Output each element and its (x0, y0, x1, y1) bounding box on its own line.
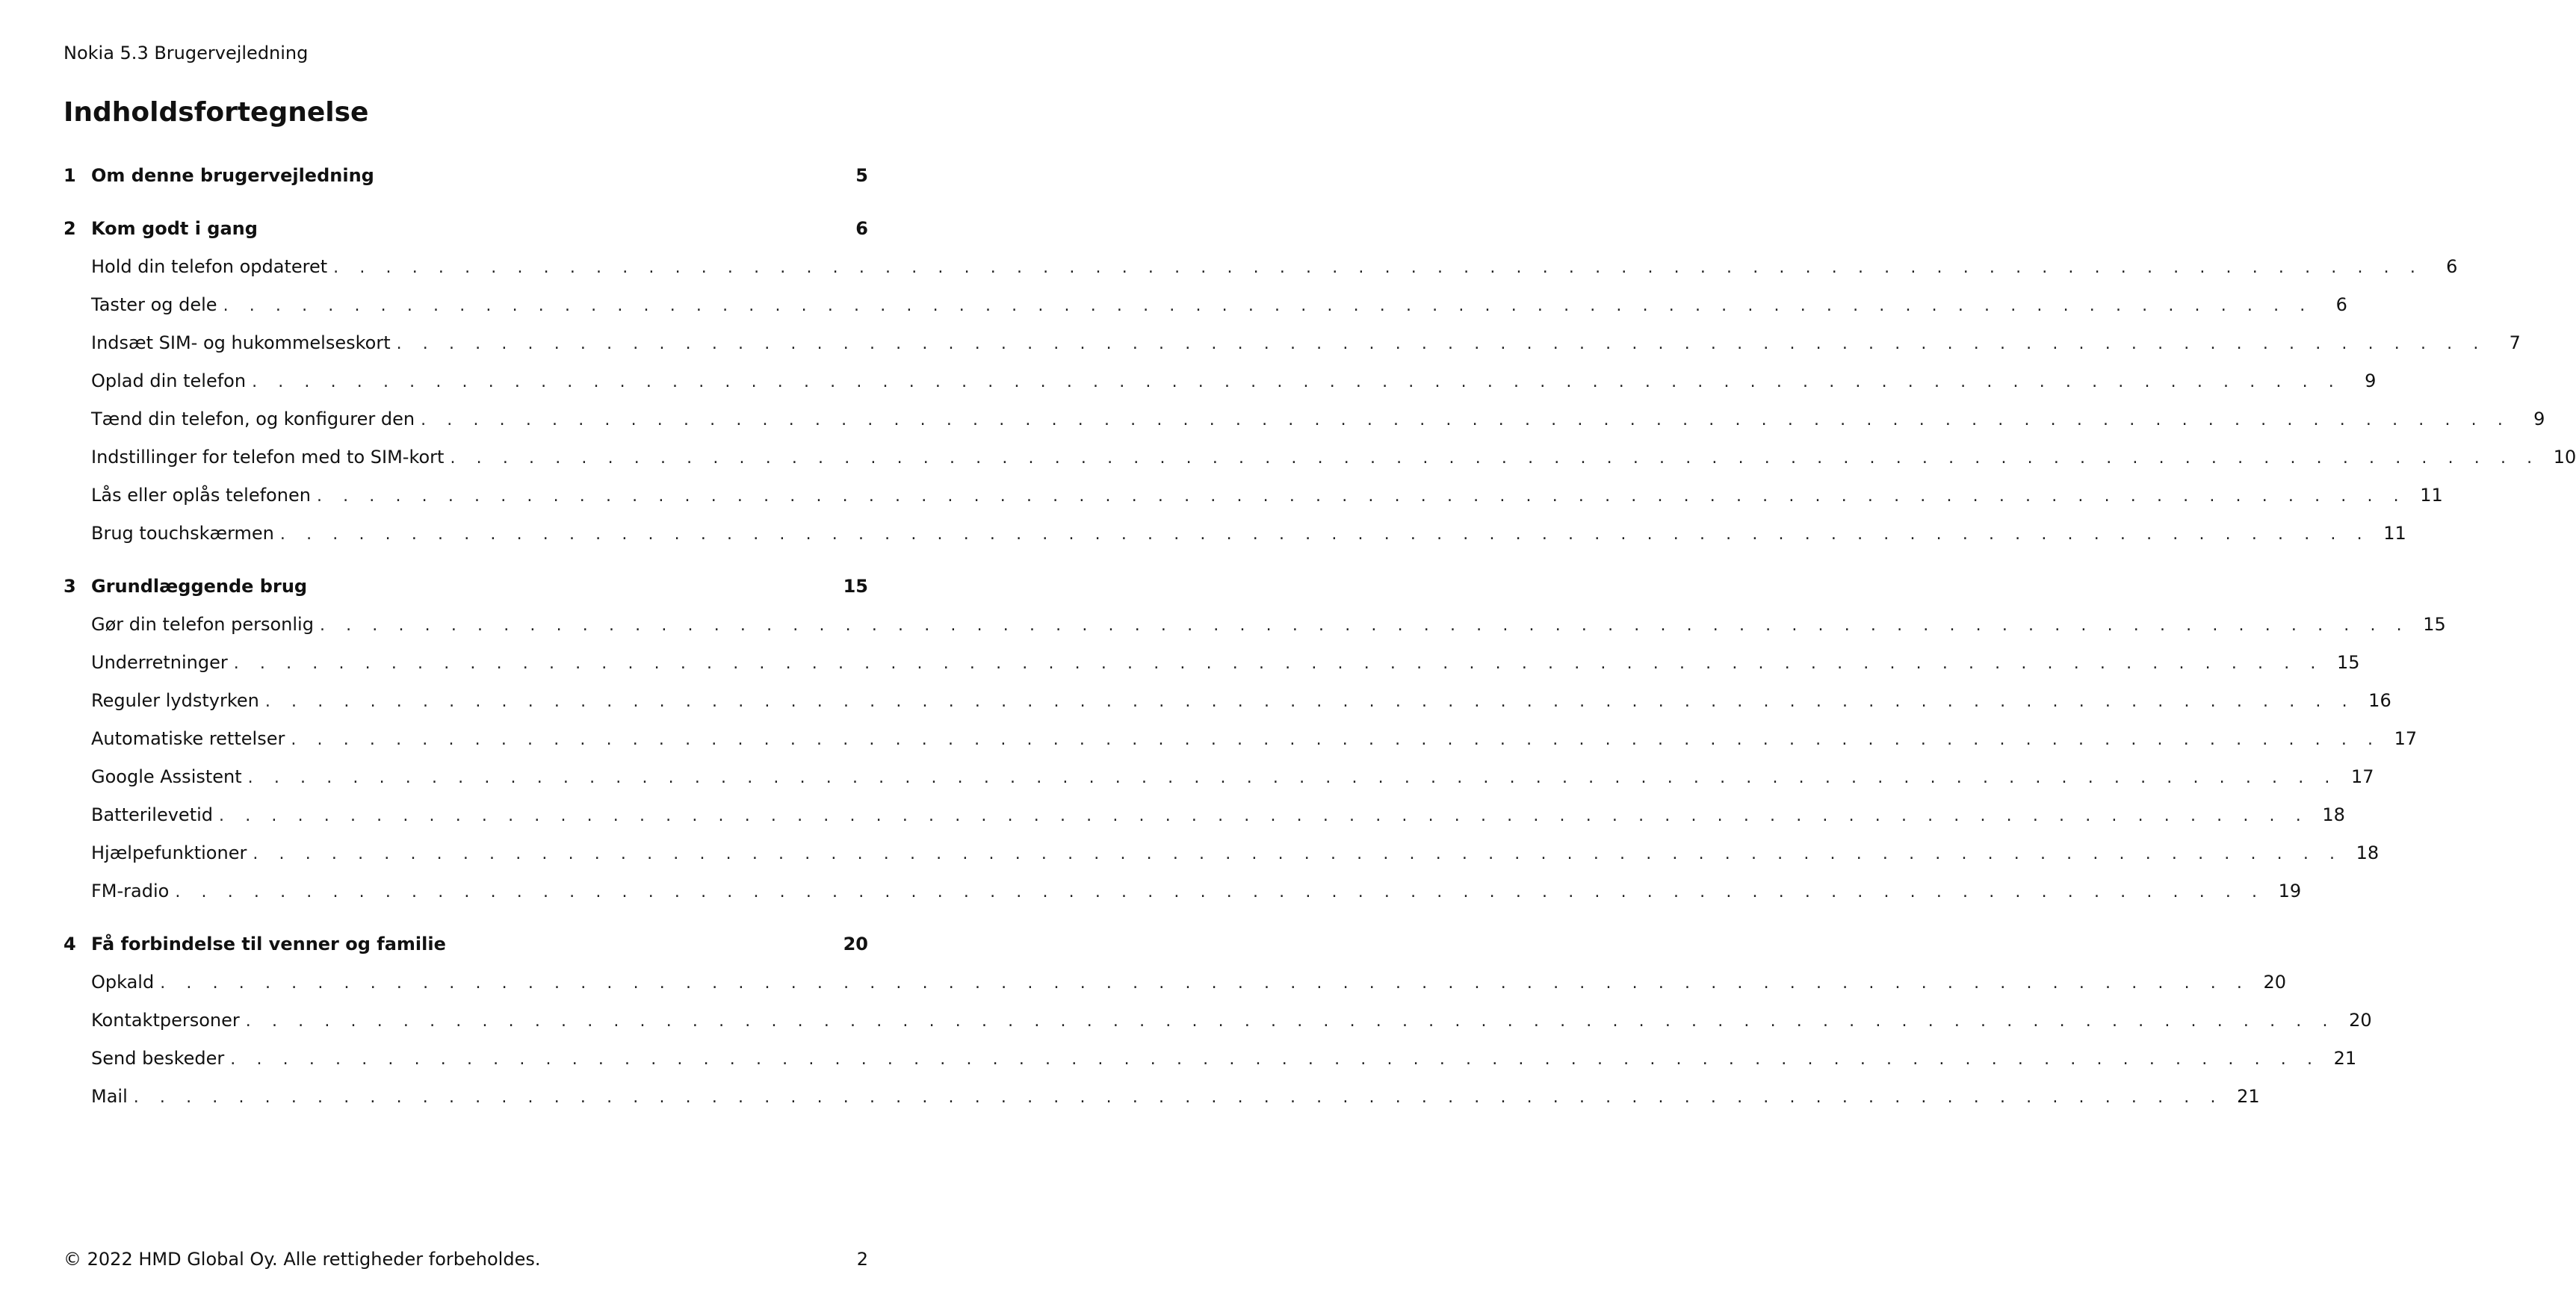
dot-leader: . . . . . . . . . . . . . . . . . . . . . . . . . . . . . . . . . . . . . . . . . . . . . . . . . . . . . . . . . . . . . . . . . . . . . . . . . . . . . . . . (175, 883, 2265, 901)
toc-entry[interactable] (64, 515, 2406, 553)
entry-page-number: 9 (2533, 409, 2545, 429)
entry-title: Indsæt SIM- og hukommelseskort (91, 332, 391, 353)
dot-leader: . . . . . . . . . . . . . . . . . . . . . . . . . . . . . . . . . . . . . . . . . . . . . . . . . . . . . . . . . . . . . . . . . . . . . . . . . . . . . . . . (333, 258, 2424, 277)
entry-title: Tænd din telefon, og konfigurer den (91, 409, 415, 429)
entry-page-number: 17 (2394, 728, 2418, 749)
entry-title: Batterilevetid (91, 804, 214, 825)
toc-entry[interactable] (64, 1002, 2372, 1040)
toc-entry[interactable] (64, 400, 2545, 438)
dot-leader: . . . . . . . . . . . . . . . . . . . . . . . . . . . . . . . . . . . . . . . . . . . . . . . . . . . . . . . . . . . . . . . . . . . . . . . . . . . . . . . . (291, 730, 2381, 749)
entry-title: Send beskeder (91, 1048, 225, 1069)
dot-leader: . . . . . . . . . . . . . . . . . . . . . . . . . . . . . . . . . . . . . . . . . . . . . . . . . . . . . . . . . . . . . . . . . . . . . . . . . . . . . . . . (160, 974, 2250, 993)
entry-title: FM-radio (91, 881, 170, 901)
dot-leader: . . . . . . . . . . . . . . . . . . . . . . . . . . . . . . . . . . . . . . . . . . . . . . . . . . . . . . . . . . . . . . . . . . . . . . . . . . . . . . . . (253, 845, 2343, 863)
dot-leader: . . . . . . . . . . . . . . . . . . . . . . . . . . . . . . . . . . . . . . . . . . . . . . . . . . . . . . . . . . . . . . . . . . . . . . . . . . . . . . . . (233, 654, 2324, 673)
chapter-title: Om denne brugervejledning (91, 165, 374, 186)
entry-page-number: 9 (2365, 370, 2377, 391)
toc-chapter-heading[interactable] (64, 157, 868, 195)
dot-leader: . . . . . . . . . . . . . . . . . . . . . . . . . . . . . . . . . . . . . . . . . . . . . . . . . . . . . . . . . . . . . . . . . . . . . . . . . . . . . . . . (245, 1012, 2336, 1031)
dot-leader: . . . . . . . . . . . . . . . . . . . . . . . . . . . . . . . . . . . . . . . . . . . . . . . . . . . . . . . . . . . . . . . . . . . . . . . . . . . . . . . . (230, 1050, 2320, 1069)
entry-page-number: 18 (2322, 804, 2345, 825)
entry-title: Brug touchskærmen (91, 523, 274, 544)
entry-title: Opkald (91, 972, 155, 993)
dot-leader: . . . . . . . . . . . . . . . . . . . . . . . . . . . . . . . . . . . . . . . . . . . . . . . . . . . . . . . . . . . . . . . . . . . . . . . . . . . . . . . . (219, 807, 2309, 825)
dot-leader: . . . . . . . . . . . . . . . . . . . . . . . . . . . . . . . . . . . . . . . . . . . . . . . . . . . . . . . . . . . . . . . . . . . . . . . . . . . . . . . . (247, 769, 2338, 787)
page-footer (64, 1249, 868, 1270)
entry-page-number: 6 (2335, 294, 2347, 315)
entry-title: Taster og dele (91, 294, 217, 315)
entry-page-number: 21 (2237, 1086, 2260, 1107)
dot-leader: . . . . . . . . . . . . . . . . . . . . . . . . . . . . . . . . . . . . . . . . . . . . . . . . . . . . . . . . . . . . . . . . . . . . . . . . . . . . . . . . (133, 1088, 2224, 1107)
toc-entry[interactable] (64, 796, 2345, 834)
entry-page-number: 17 (2350, 766, 2374, 787)
dot-leader: . . . . . . . . . . . . . . . . . . . . . . . . . . . . . . . . . . . . . . . . . . . . . . . . . . . . . . . . . . . . . . . . . . . . . . . . . . . . . . . . (279, 525, 2371, 544)
toc-entry[interactable] (64, 476, 2443, 515)
entry-title: Lås eller oplås telefonen (91, 485, 311, 506)
page-title: Indholdsfortegnelse (64, 97, 369, 128)
toc-entry[interactable] (64, 644, 2360, 682)
entry-title: Automatiske rettelser (91, 728, 285, 749)
chapter-page-number: 15 (843, 576, 868, 597)
dot-leader: . . . . . . . . . . . . . . . . . . . . . . . . . . . . . . . . . . . . . . . . . . . . . . . . . . . . . . . . . . . . . . . . . . . . . . . . . . . . . . . . (223, 297, 2313, 315)
entry-page-number: 18 (2356, 842, 2380, 863)
chapter-page-number: 20 (843, 934, 868, 954)
dot-leader: . . . . . . . . . . . . . . . . . . . . . . . . . . . . . . . . . . . . . . . . . . . . . . . . . . . . . . . . . . . . . . . . . . . . . . . . . . . . . . . . (396, 335, 2486, 353)
entry-page-number: 6 (2446, 256, 2458, 277)
toc-chapter-heading[interactable] (64, 568, 868, 606)
page-number: 2 (856, 1249, 868, 1270)
entry-page-number: 7 (2509, 332, 2521, 353)
toc-chapter (64, 210, 2576, 553)
entry-title: Kontaktpersoner (91, 1010, 240, 1031)
entry-page-number: 16 (2368, 690, 2391, 711)
entry-title: Underretninger (91, 652, 228, 673)
toc-entry[interactable] (64, 248, 2458, 286)
entry-page-number: 10 (2553, 447, 2576, 468)
dot-leader: . . . . . . . . . . . . . . . . . . . . . . . . . . . . . . . . . . . . . . . . . . . . . . . . . . . . . . . . . . . . . . . . . . . . . . . . . . . . . . . . (316, 487, 2407, 506)
entry-page-number: 11 (2420, 485, 2443, 506)
entry-title: Google Assistent (91, 766, 242, 787)
toc-entry[interactable] (64, 324, 2521, 362)
toc-entry[interactable] (64, 438, 2576, 476)
toc-entry[interactable] (64, 1040, 2357, 1078)
toc-entry[interactable] (64, 1078, 2260, 1116)
entry-title: Oplad din telefon (91, 370, 247, 391)
toc-chapter-heading[interactable] (64, 925, 868, 963)
dot-leader: . . . . . . . . . . . . . . . . . . . . . . . . . . . . . . . . . . . . . . . . . . . . . . . . . . . . . . . . . . . . . . . . . . . . . . . . . . . . . . . . (264, 692, 2356, 711)
toc-entry[interactable] (64, 682, 2391, 720)
toc-entry[interactable] (64, 286, 2347, 324)
toc-entry[interactable] (64, 362, 2377, 400)
toc-entry[interactable] (64, 606, 2446, 644)
toc-entry[interactable] (64, 834, 2380, 872)
toc-entry[interactable] (64, 963, 2287, 1002)
dot-leader: . . . . . . . . . . . . . . . . . . . . . . . . . . . . . . . . . . . . . . . . . . . . . . . . . . . . . . . . . . . . . . . . . . . . . . . . . . . . . . . . (421, 411, 2511, 429)
entry-page-number: 15 (2337, 652, 2360, 673)
table-of-contents (64, 157, 2576, 1131)
toc-chapter-heading[interactable] (64, 210, 868, 248)
chapter-title: Få forbindelse til venner og familie (91, 934, 446, 954)
toc-entry[interactable] (64, 872, 2302, 910)
running-header: Nokia 5.3 Brugervejledning (64, 43, 309, 63)
copyright-text: © 2022 HMD Global Oy. Alle rettigheder forbeholdes. (64, 1249, 541, 1270)
entry-page-number: 21 (2333, 1048, 2357, 1069)
chapter-page-number: 5 (855, 165, 868, 186)
chapter-page-number: 6 (855, 218, 868, 239)
chapter-number: 4 (64, 934, 76, 954)
toc-chapter (64, 568, 2446, 910)
entry-title: Indstillinger for telefon med to SIM-kort (91, 447, 445, 468)
dot-leader: . . . . . . . . . . . . . . . . . . . . . . . . . . . . . . . . . . . . . . . . . . . . . . . . . . . . . . . . . . . . . . . . . . . . . . . . . . . . . . . . (319, 616, 2410, 635)
entry-page-number: 11 (2383, 523, 2406, 544)
toc-entry[interactable] (64, 720, 2418, 758)
entry-title: Gør din telefon personlig (91, 614, 314, 635)
entry-page-number: 15 (2423, 614, 2446, 635)
entry-title: Hold din telefon opdateret (91, 256, 328, 277)
entry-title: Hjælpefunktioner (91, 842, 247, 863)
toc-chapter (64, 925, 2372, 1116)
chapter-number: 3 (64, 576, 76, 597)
chapter-number: 1 (64, 165, 76, 186)
entry-page-number: 19 (2278, 881, 2302, 901)
dot-leader: . . . . . . . . . . . . . . . . . . . . . . . . . . . . . . . . . . . . . . . . . . . . . . . . . . . . . . . . . . . . . . . . . . . . . . . . . . . . . . . . (252, 373, 2342, 391)
entry-title: Reguler lydstyrken (91, 690, 259, 711)
entry-title: Mail (91, 1086, 128, 1107)
entry-page-number: 20 (2349, 1010, 2372, 1031)
entry-page-number: 20 (2263, 972, 2287, 993)
toc-entry[interactable] (64, 758, 2374, 796)
chapter-number: 2 (64, 218, 76, 239)
toc-chapter (64, 157, 868, 195)
dot-leader: . . . . . . . . . . . . . . . . . . . . . . . . . . . . . . . . . . . . . . . . . . . . . . . . . . . . . . . . . . . . . . . . . . . . . . . . . . . . . . . . (450, 449, 2540, 468)
chapter-title: Kom godt i gang (91, 218, 258, 239)
chapter-title: Grundlæggende brug (91, 576, 308, 597)
